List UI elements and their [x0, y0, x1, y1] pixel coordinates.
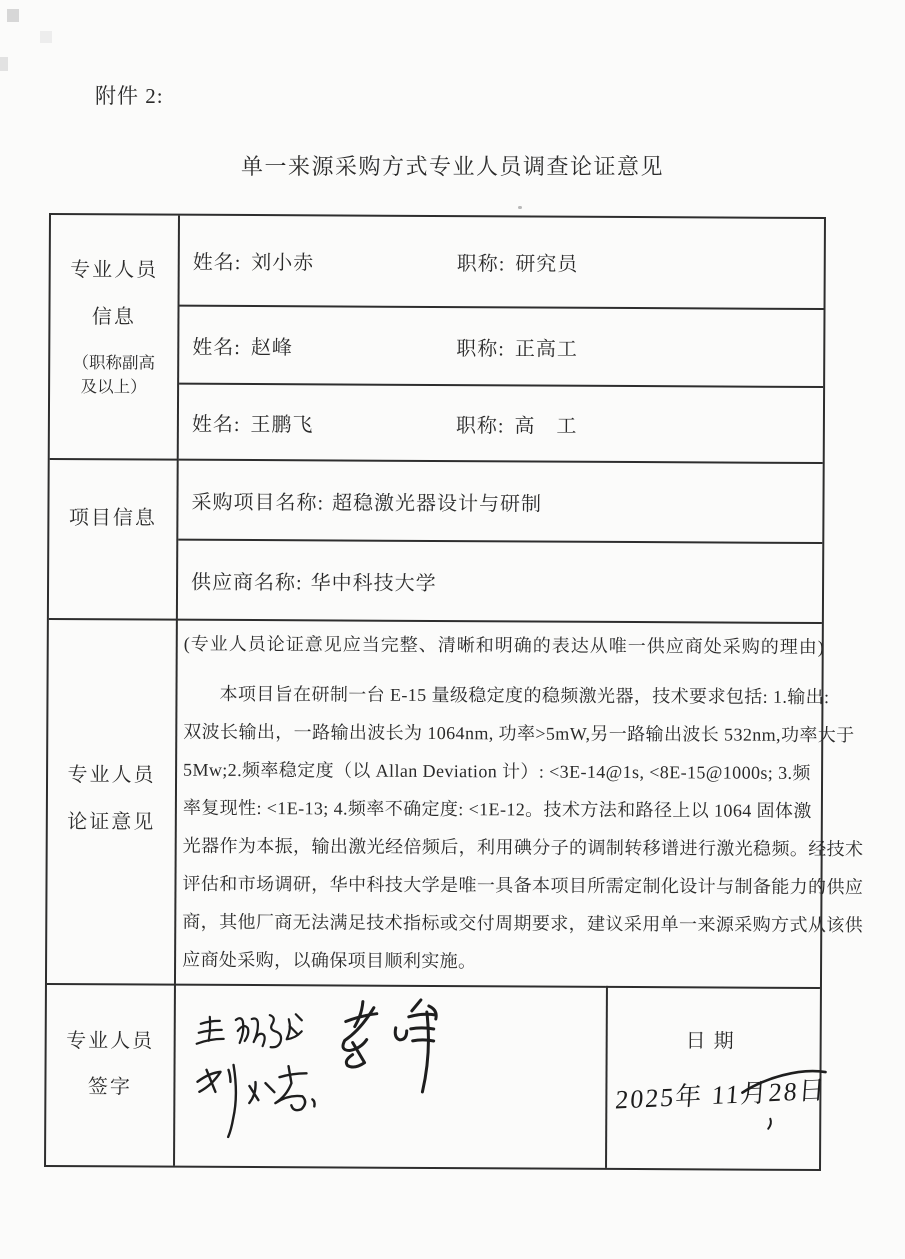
pen-stroke-comma: [768, 1119, 771, 1129]
person-title: 高 工: [514, 414, 578, 438]
project-name-row: [178, 459, 822, 542]
opinion-content-cell: [176, 619, 864, 987]
pen-marks: [607, 988, 822, 1171]
personnel-row-3: [179, 383, 823, 462]
person-name: 赵峰: [250, 336, 293, 359]
opinion-line: 率复现性: <1E-13; 4.频率不确定度: <1E-12。技术方法和路径上以 1064 固体激: [182, 797, 812, 821]
scan-speck: [518, 206, 522, 209]
signature-zhao-feng-scribble: [343, 1000, 437, 1092]
scan-artifact: [0, 57, 8, 71]
supplier-name-value: 华中科技大学: [310, 571, 437, 595]
person-title: 正高工: [514, 337, 578, 361]
opinion-line: 5Mw;2.频率稳定度（以 Allan Deviation 计）: <3E-14@1s, <8E-15@1000s; 3.频: [183, 759, 811, 783]
signature-liu-xiaochi-scribble: [197, 1065, 315, 1138]
header-text: 信息: [91, 306, 137, 329]
signature-wang-pengfei-scribble: [197, 1014, 302, 1048]
personnel-row-2: [179, 305, 823, 386]
project-name-label: 采购项目名称:: [191, 491, 325, 514]
person-name: 王鹏飞: [250, 413, 314, 436]
project-name-value: 超稳激光器设计与研制: [331, 491, 543, 516]
supplier-name-label: 供应商名称:: [191, 571, 303, 594]
header-text: 专业人员: [66, 1030, 155, 1053]
person-title: 研究员: [515, 253, 579, 276]
header-text: 签字: [87, 1076, 132, 1099]
opinion-line: 商，其他厂商无法满足技术指标或交付周期要求，建议采用单一来源采购方式从该供: [182, 911, 864, 936]
person-name: 刘小赤: [251, 252, 315, 275]
opinion-line: 光器作为本振，输出激光经倍频后，利用碘分子的调制转移谱进行激光稳频。经技术: [182, 835, 864, 860]
header-text: 专业人员: [70, 259, 159, 282]
title-label: 职称:: [455, 414, 505, 437]
signature-cell: [175, 984, 606, 1168]
scan-artifact: [40, 31, 52, 43]
opinion-instruction-note: (专业人员论证意见应当完整、清晰和明确的表达从唯一供应商处采购的理由): [183, 633, 825, 658]
form-table: [44, 213, 864, 1171]
header-text: 专业人员: [67, 764, 156, 787]
title-label: 职称:: [456, 253, 506, 276]
opinion-line: 本项目旨在研制一台 E-15 量级稳定度的稳频激光器，技术要求包括: 1.输出:: [219, 683, 830, 708]
date-cell: [605, 986, 828, 1169]
header-text: 论证意见: [67, 811, 156, 834]
pen-stroke-tick: [742, 1071, 825, 1093]
date-label: 日期: [685, 1030, 742, 1053]
header-note: （职称副高: [72, 353, 156, 373]
handwritten-signatures: [175, 986, 606, 1170]
title-label: 职称:: [456, 337, 505, 360]
opinion-line: 应商处采购，以确保项目顺利实施。: [182, 949, 477, 972]
signature-header-cell: [46, 983, 176, 1166]
opinion-line: 双波长输出，一路输出波长为 1064nm, 功率>5mW,另一路输出波长 532nm,功率大于: [183, 721, 855, 746]
opinion-body: [176, 675, 864, 982]
header-note: 及以上）: [80, 376, 147, 396]
personnel-info-header-cell: [50, 215, 180, 459]
attachment-label: 附件 2:: [95, 84, 164, 108]
name-label: 姓名:: [192, 336, 241, 359]
document-title: 单一来源采购方式专业人员调查论证意见: [240, 154, 664, 179]
name-label: 姓名:: [192, 251, 242, 274]
opinion-header-cell: [47, 618, 178, 984]
personnel-row-1: [180, 216, 824, 308]
supplier-name-row: [178, 539, 822, 622]
scan-artifact: [7, 9, 19, 22]
opinion-line: 评估和市场调研，华中科技大学是唯一具备本项目所需定制化设计与制备能力的供应: [182, 873, 864, 898]
header-text: 项目信息: [68, 507, 157, 530]
project-info-header-cell: [49, 458, 179, 619]
name-label: 姓名:: [191, 413, 241, 436]
handwritten-date: 2025年 11月28日: [614, 1075, 828, 1115]
